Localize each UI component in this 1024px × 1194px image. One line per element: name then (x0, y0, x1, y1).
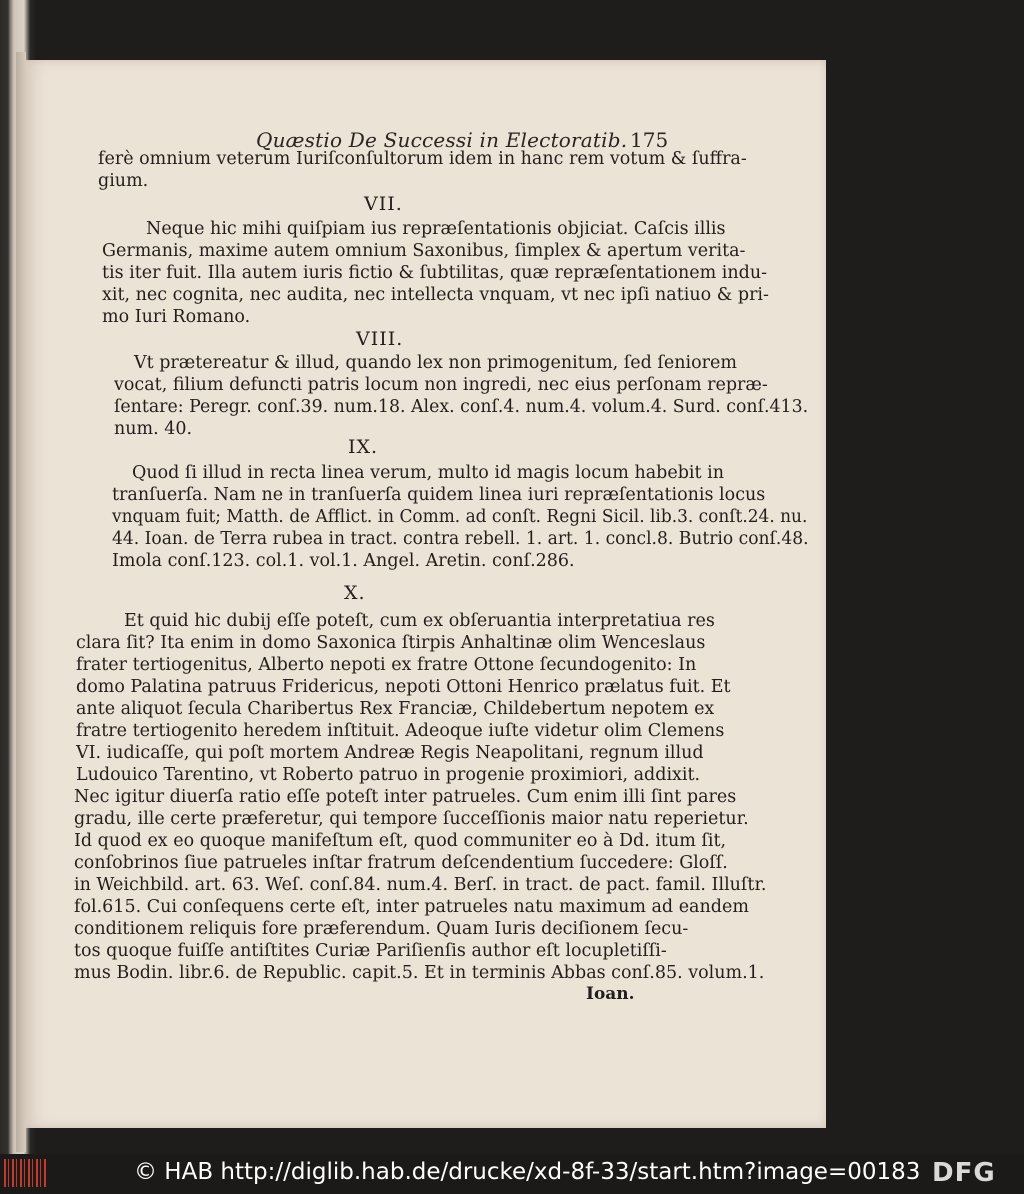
text-line: Vt prætereatur & illud, quando lex non primogenitum, ſed ſeniorem (134, 353, 737, 373)
text-line: fratre tertiogenito heredem inſtituit. Adeoque iuſte videtur olim Clemens (76, 721, 725, 741)
text-line: mo Iuri Romano. (102, 307, 251, 327)
text-line: fol.615. Cui conſequens certe eſt, inter patrueles natu maximum ad eandem (74, 897, 749, 917)
text-line: frater tertiogenitus, Alberto nepoti ex fratre Ottone ſecundogenito: In (76, 655, 697, 675)
text-line: domo Palatina patruus Fridericus, nepoti Ottoni Henrico prælatus fuit. Et (76, 677, 731, 697)
text-line: gium. (98, 171, 149, 191)
text-line: num. 40. (114, 419, 193, 439)
section-heading-ix: IX. (348, 436, 379, 458)
text-line: Id quod ex eo quoque manifeſtum eſt, quod communiter eo à Dd. itum ſit, (74, 831, 727, 851)
text-line: conſobrinos ſiue patrueles inſtar fratrum deſcendentium ſuccedere: Gloſſ. (74, 853, 728, 873)
text-line: Neque hic mihi quiſpiam ius repræſentationis objiciat. Caſcis illis (146, 219, 726, 239)
dfg-logo: DFG (932, 1158, 996, 1188)
text-line: tos quoque fuiſſe antiſtites Curiæ Pariſienſis author eſt locupletiſſi- (74, 941, 667, 961)
text-line: 44. Ioan. de Terra rubea in tract. contra rebell. 1. art. 1. concl.8. Butrio conſ.48. (112, 529, 809, 549)
book-page (26, 60, 826, 1128)
text-line: ſentare: Peregr. conſ.39. num.18. Alex. conſ.4. num.4. volum.4. Surd. conſ.413. (114, 397, 809, 417)
text-line: ante aliquot ſecula Charibertus Rex Franciæ, Childebertum nepotem ex (76, 699, 715, 719)
section-heading-viii: VIII. (356, 328, 404, 350)
section-heading-vii: VII. (364, 193, 403, 215)
text-line: tranſuerſa. Nam ne in tranſuerſa quidem linea iuri repræſentationis locus (112, 485, 766, 505)
text-line: clara ſit? Ita enim in domo Saxonica ſtirpis Anhaltinæ olim Wenceslaus (76, 633, 706, 653)
page-number: 175 (630, 128, 669, 152)
section-heading-x: X. (344, 582, 366, 604)
barcode-logo-icon (4, 1159, 48, 1187)
text-line: gradu, ille certe præferetur, qui tempore ſucceſſionis maior natu reperietur. (74, 809, 749, 829)
text-line: xit, nec cognita, nec audita, nec intellecta vnquam, vt nec ipſi natiuo & pri- (102, 285, 769, 305)
text-line: mus Bodin. libr.6. de Republic. capit.5. Et in terminis Abbas conſ.85. volum.1. (74, 963, 765, 983)
viewer-footer (0, 1154, 1024, 1194)
text-line: in Weichbild. art. 63. Weſ. conſ.84. num.4. Berſ. in tract. de pact. famil. Illuſtr. (74, 875, 767, 895)
copyright-url[interactable]: © HAB http://diglib.hab.de/drucke/xd-8f-33/start.htm?image=00183 (134, 1159, 921, 1185)
text-line: Nec igitur diuerſa ratio eſſe poteſt inter patrueles. Cum enim illi ſint pares (74, 787, 737, 807)
text-line: Quod ſi illud in recta linea verum, multo id magis locum habebit in (132, 463, 724, 483)
catchword: Ioan. (586, 984, 635, 1004)
text-line: Et quid hic dubij eſſe poteſt, cum ex obſeruantia interpretatiua res (124, 611, 715, 631)
text-line: Imola conſ.123. col.1. vol.1. Angel. Aretin. conſ.286. (112, 551, 575, 571)
running-title: Quæstio De Successi in Electoratib. (256, 128, 628, 152)
text-line: VI. iudicaſſe, qui poſt mortem Andreæ Regis Neapolitani, regnum illud (76, 743, 704, 763)
text-line: vnquam fuit; Matth. de Afflict. in Comm. ad conſt. Regni Sicil. lib.3. conſt.24. nu. (112, 507, 808, 527)
text-line: Ludouico Tarentino, vt Roberto patruo in progenie proximiori, addixit. (76, 765, 701, 785)
text-line: conditionem reliquis fore præferendum. Quam Iuris deciſionem ſecu- (74, 919, 689, 939)
text-line: vocat, filium defuncti patris locum non ingredi, nec eius perſonam repræ- (114, 375, 768, 395)
text-line: Germanis, maxime autem omnium Saxonibus, ſimplex & apertum verita- (102, 241, 746, 261)
text-line: tis iter fuit. Illa autem iuris fictio & ſubtilitas, quæ repræſentationem indu- (102, 263, 767, 283)
page-edge (16, 52, 26, 1152)
text-line: ferè omnium veterum Iuriſconſultorum idem in hanc rem votum & ſuffra- (98, 149, 747, 169)
